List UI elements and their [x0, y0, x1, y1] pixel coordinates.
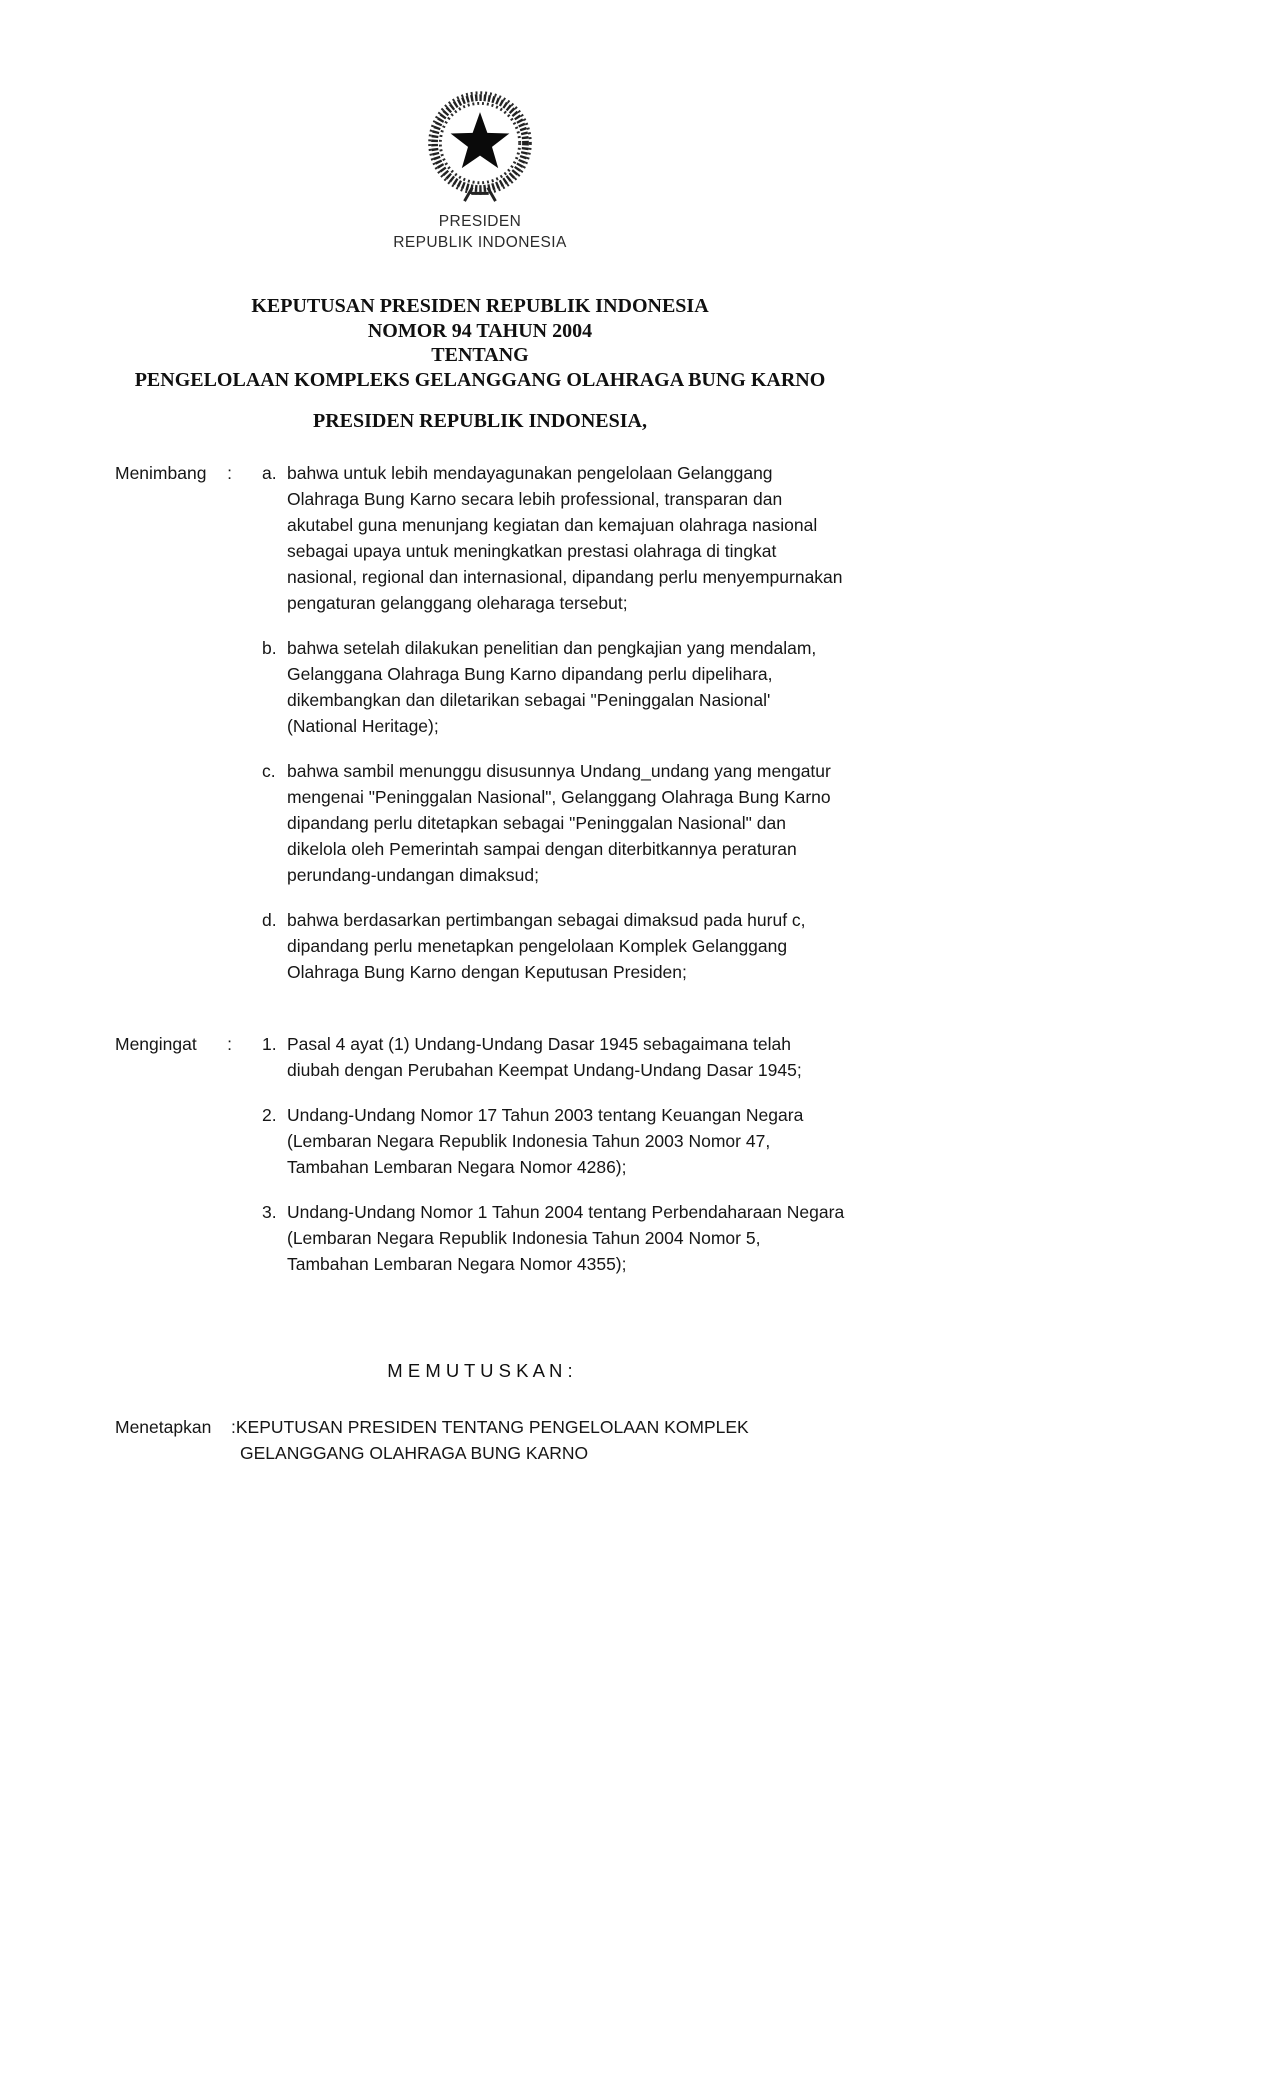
letterhead-presiden: PRESIDEN [438, 213, 522, 230]
mengingat-colon: : [227, 1034, 232, 1054]
presidential-seal-emblem [115, 85, 845, 205]
list-text: Undang-Undang Nomor 1 Tahun 2004 tentang Perbendaharaan Negara (Lembaran Negara Republik Indonesia Tahun 2004 Nomor 5, Tambahan Lembaran Negara Nomor 4355); [287, 1202, 845, 1274]
menetapkan-body: KEPUTUSAN PRESIDEN TENTANG PENGELOLAAN KOMPLEK GELANGGANG OLAHRAGA BUNG KARNO [235, 1417, 749, 1463]
list-text: bahwa berdasarkan pertimbangan sebagai dimaksud pada huruf c, dipandang perlu menetapkan pengelolaan Komplek Gelanggang Olahraga Bung Karno dengan Keputusan Presiden; [287, 910, 806, 982]
list-marker: d. [262, 910, 277, 930]
letterhead [115, 211, 845, 253]
list-text: Undang-Undang Nomor 17 Tahun 2003 tentang Keuangan Negara (Lembaran Negara Republik Indonesia Tahun 2003 Nomor 47, Tambahan Lembaran Negara Nomor 4286); [287, 1105, 804, 1177]
menimbang-section [115, 460, 845, 1004]
mengingat-label [115, 1031, 262, 1296]
menetapkan-colon: : [231, 1417, 236, 1437]
menetapkan-label: Menetapkan [115, 1417, 212, 1437]
decree-title-line1: KEPUTUSAN PRESIDEN REPUBLIK INDONESIA [251, 295, 709, 317]
memutuskan-heading: M E M U T U S K A N : [387, 1360, 573, 1381]
list-item [262, 635, 845, 739]
list-marker: c. [262, 761, 276, 781]
issuer-line: PRESIDEN REPUBLIK INDONESIA, [313, 410, 647, 432]
list-marker: 3. [262, 1202, 277, 1222]
list-item [262, 460, 845, 616]
list-item [262, 907, 845, 985]
menimbang-colon: : [227, 463, 232, 483]
mengingat-items [262, 1031, 845, 1296]
list-text: bahwa setelah dilakukan penelitian dan pengkajian yang mendalam, Gelanggana Olahraga Bung Karno dipandang perlu dipelihara, dikembangkan dan diletarikan sebagai "Peninggalan Nasional' (National Heritage); [287, 638, 817, 736]
menimbang-label [115, 460, 262, 1004]
menimbang-label-text: Menimbang [115, 463, 207, 483]
list-text: bahwa untuk lebih mendayagunakan pengelolaan Gelanggang Olahraga Bung Karno secara lebih professional, transparan dan akutabel guna menunjang kegiatan dan kemajuan olahraga nasional sebagai upaya untuk meningkatkan prestasi olahraga di tingkat nasional, regional dan internasional, dipandang perlu menyempurnakan pengaturan gelanggang oleharaga tersebut; [287, 463, 843, 613]
document-body [115, 0, 845, 1466]
list-marker: b. [262, 638, 277, 658]
decree-number: NOMOR 94 TAHUN 2004 [367, 319, 593, 342]
menimbang-items [262, 460, 845, 1004]
menetapkan-text [231, 1414, 806, 1466]
mengingat-label-text: Mengingat [115, 1034, 197, 1054]
menetapkan-row [115, 1414, 845, 1466]
decree-subject-line: PENGELOLAAN KOMPLEKS GELANGGANG OLAHRAGA BUNG KARNO [134, 368, 826, 391]
list-marker: a. [262, 463, 277, 483]
list-item [262, 1102, 845, 1180]
list-marker: 1. [262, 1034, 277, 1054]
decree-tentang: TENTANG [431, 344, 529, 366]
list-item [262, 758, 845, 888]
list-item [262, 1199, 845, 1277]
list-text: Pasal 4 ayat (1) Undang-Undang Dasar 1945 sebagaimana telah diubah dengan Perubahan Keempat Undang-Undang Dasar 1945; [287, 1034, 802, 1080]
list-text: bahwa sambil menunggu disusunnya Undang_undang yang mengatur mengenai "Peninggalan Nasional", Gelanggang Olahraga Bung Karno dipandang perlu ditetapkan sebagai "Peninggalan Nasional" dan dikelola oleh Pemerintah sampai dengan diterbitkannya peraturan perundang-undangan dimaksud; [287, 761, 831, 885]
decree-title [115, 294, 845, 392]
letterhead-republik-indonesia: REPUBLIK INDONESIA [393, 234, 567, 251]
list-marker: 2. [262, 1105, 277, 1125]
star-icon [451, 112, 510, 168]
garuda-star-wreath-icon [416, 85, 544, 205]
list-item [262, 1031, 845, 1083]
mengingat-section [115, 1031, 845, 1296]
